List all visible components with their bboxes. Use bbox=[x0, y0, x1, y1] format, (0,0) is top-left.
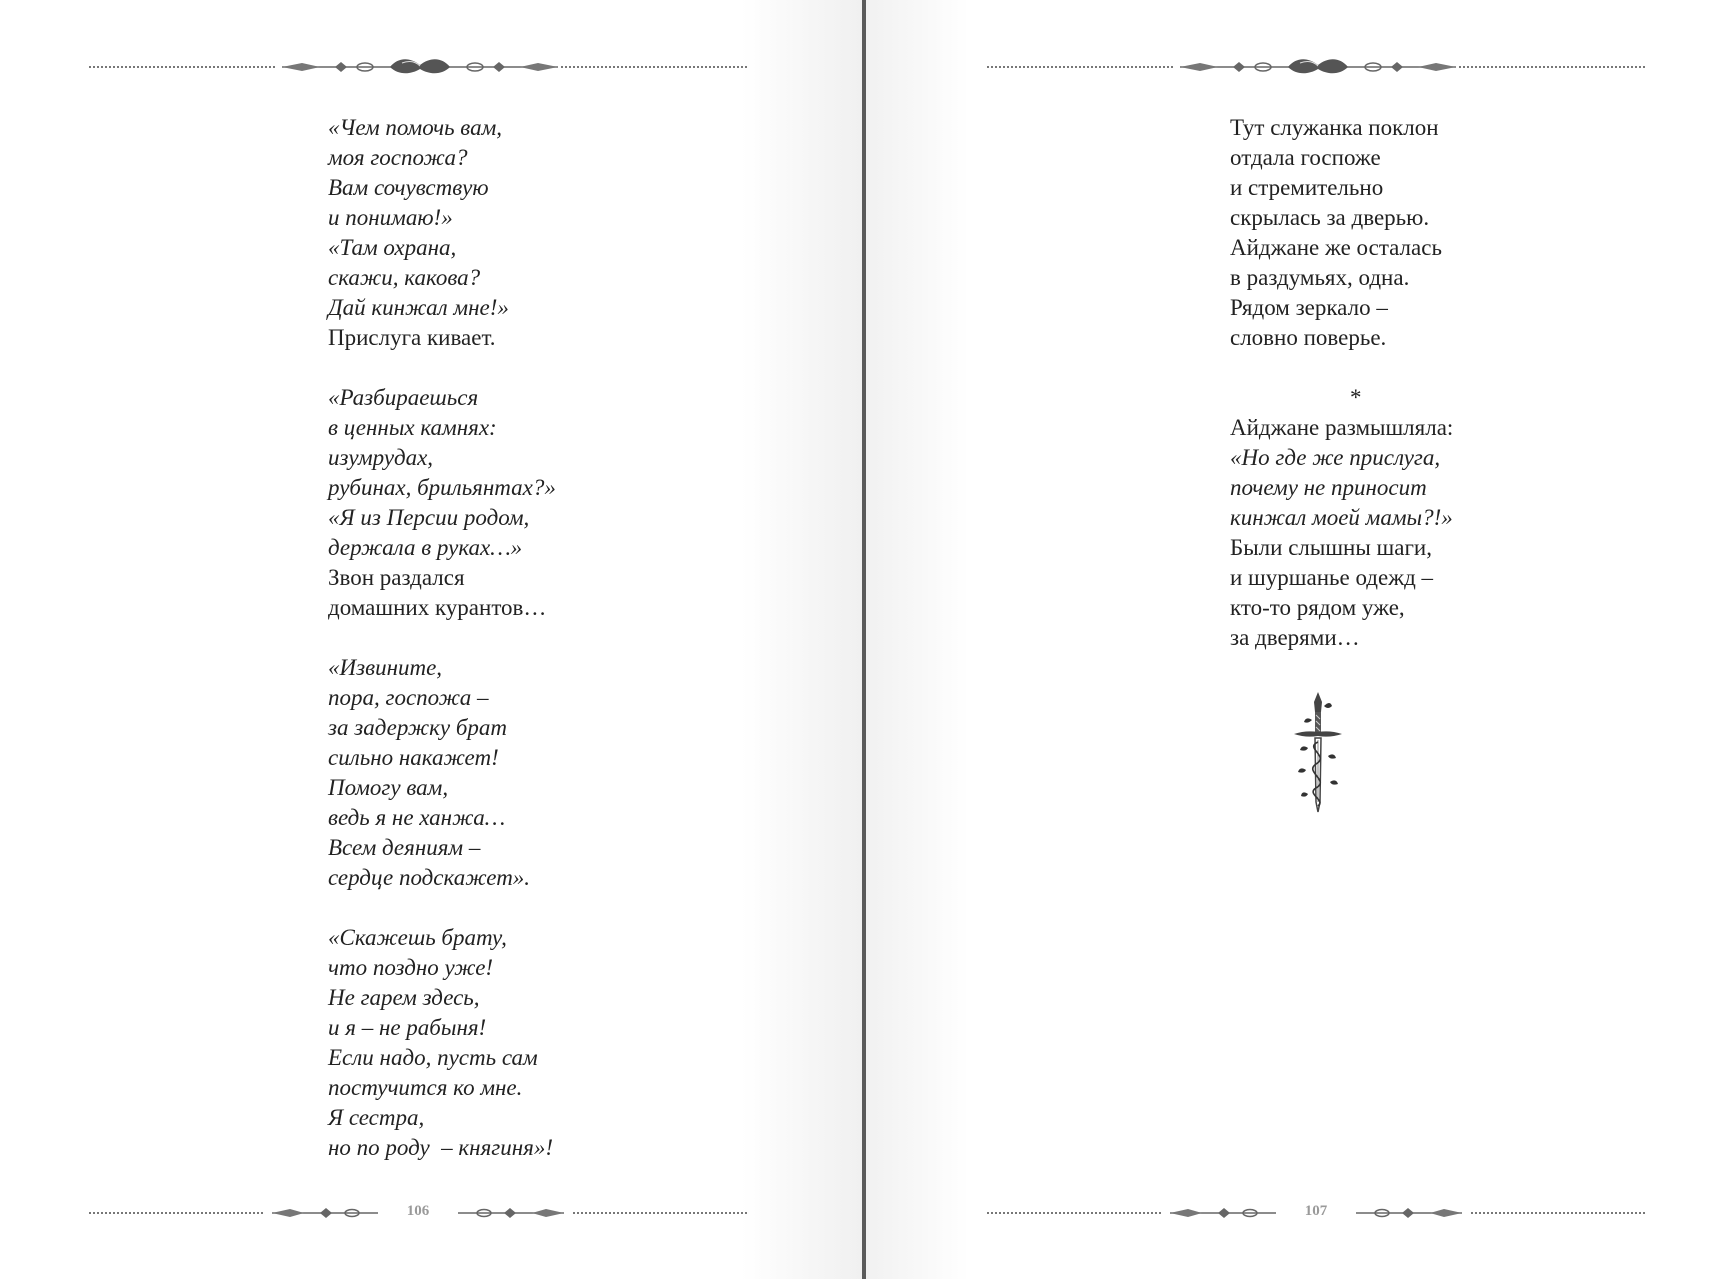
header-ornament bbox=[88, 57, 748, 77]
poem-line: Айджане размышляла: bbox=[1230, 415, 1454, 440]
poem-line: «Скажешь брату, bbox=[328, 925, 507, 950]
poem-line: Рядом зеркало – bbox=[1230, 295, 1388, 320]
poem-line: Тут служанка поклон bbox=[1230, 115, 1439, 140]
poem-line: в раздумьях, одна. bbox=[1230, 265, 1410, 290]
poem-line: «Разбираешься bbox=[328, 385, 479, 410]
poem-line: кинжал моей мамы?!» bbox=[1230, 505, 1453, 530]
poem-line: и я – не рабыня! bbox=[328, 1015, 487, 1040]
stanza-gap bbox=[1230, 353, 1453, 383]
footer-flourish-right-icon bbox=[456, 1203, 566, 1223]
poem-line: кто-то рядом уже, bbox=[1230, 595, 1405, 620]
flourish-icon bbox=[1178, 57, 1458, 77]
poem-line: скажи, какова? bbox=[328, 265, 481, 290]
page-number: 106 bbox=[406, 1203, 430, 1219]
poem-line: «Там охрана, bbox=[328, 235, 457, 260]
poem-line: словно поверье. bbox=[1230, 325, 1387, 350]
right-poem-text bbox=[1230, 113, 1453, 653]
poem-line: «Но где же прислуга, bbox=[1230, 445, 1441, 470]
poem-line: изумрудах, bbox=[328, 445, 434, 470]
left-page bbox=[0, 0, 862, 1279]
poem-line: Дай кинжал мне!» bbox=[328, 295, 509, 320]
poem-line: пора, госпожа – bbox=[328, 685, 489, 710]
poem-line: «Извините, bbox=[328, 655, 443, 680]
poem-line: сердце подскажет». bbox=[328, 865, 531, 890]
poem-line: почему не приносит bbox=[1230, 475, 1427, 500]
poem-line: ведь я не ханжа… bbox=[328, 805, 506, 830]
footer-flourish-left-icon bbox=[1168, 1203, 1278, 1223]
poem-line: держала в руках…» bbox=[328, 535, 523, 560]
poem-line: и понимаю!» bbox=[328, 205, 453, 230]
poem-line: Айджане же осталась bbox=[1230, 235, 1442, 260]
poem-line: постучится ко мне. bbox=[328, 1075, 523, 1100]
page-number: 107 bbox=[1304, 1203, 1328, 1219]
poem-line: «Чем помочь вам, bbox=[328, 115, 503, 140]
poem-line: Не гарем здесь, bbox=[328, 985, 480, 1010]
poem-line: Если надо, пусть сам bbox=[328, 1045, 538, 1070]
header-ornament bbox=[986, 57, 1646, 77]
poem-line: за дверями… bbox=[1230, 625, 1360, 650]
stanza-gap bbox=[328, 353, 556, 383]
stanza-gap bbox=[328, 893, 556, 923]
flourish-icon bbox=[280, 57, 560, 77]
poem-line: Были слышны шаги, bbox=[1230, 535, 1432, 560]
stanza-gap bbox=[328, 623, 556, 653]
poem-line: и стремительно bbox=[1230, 175, 1384, 200]
poem-line: скрылась за дверью. bbox=[1230, 205, 1430, 230]
right-page bbox=[866, 0, 1725, 1279]
poem-line: что поздно уже! bbox=[328, 955, 494, 980]
poem-line: Звон раздался bbox=[328, 565, 465, 590]
poem-line: в ценных камнях: bbox=[328, 415, 497, 440]
poem-line: Прислуга кивает. bbox=[328, 325, 496, 350]
poem-line: Вам сочувствую bbox=[328, 175, 489, 200]
poem-line: Помогу вам, bbox=[328, 775, 449, 800]
poem-line: но по роду – княгиня»! bbox=[328, 1135, 553, 1160]
footer-flourish-left-icon bbox=[270, 1203, 380, 1223]
poem-line: и шуршанье одежд – bbox=[1230, 565, 1434, 590]
dagger-with-vines-icon bbox=[1286, 690, 1350, 814]
poem-line: отдала госпоже bbox=[1230, 145, 1381, 170]
footer-flourish-right-icon bbox=[1354, 1203, 1464, 1223]
left-poem-text bbox=[328, 113, 556, 1163]
poem-line: за задержку брат bbox=[328, 715, 508, 740]
poem-line: сильно накажет! bbox=[328, 745, 499, 770]
poem-line: «Я из Персии родом, bbox=[328, 505, 530, 530]
poem-line: моя госпожа? bbox=[328, 145, 468, 170]
poem-line: рубинах, брильянтах?» bbox=[328, 475, 556, 500]
poem-line: Я сестра, bbox=[328, 1105, 425, 1130]
section-separator: * bbox=[1350, 385, 1362, 410]
poem-line: домашних курантов… bbox=[328, 595, 547, 620]
poem-line: Всем деяниям – bbox=[328, 835, 481, 860]
